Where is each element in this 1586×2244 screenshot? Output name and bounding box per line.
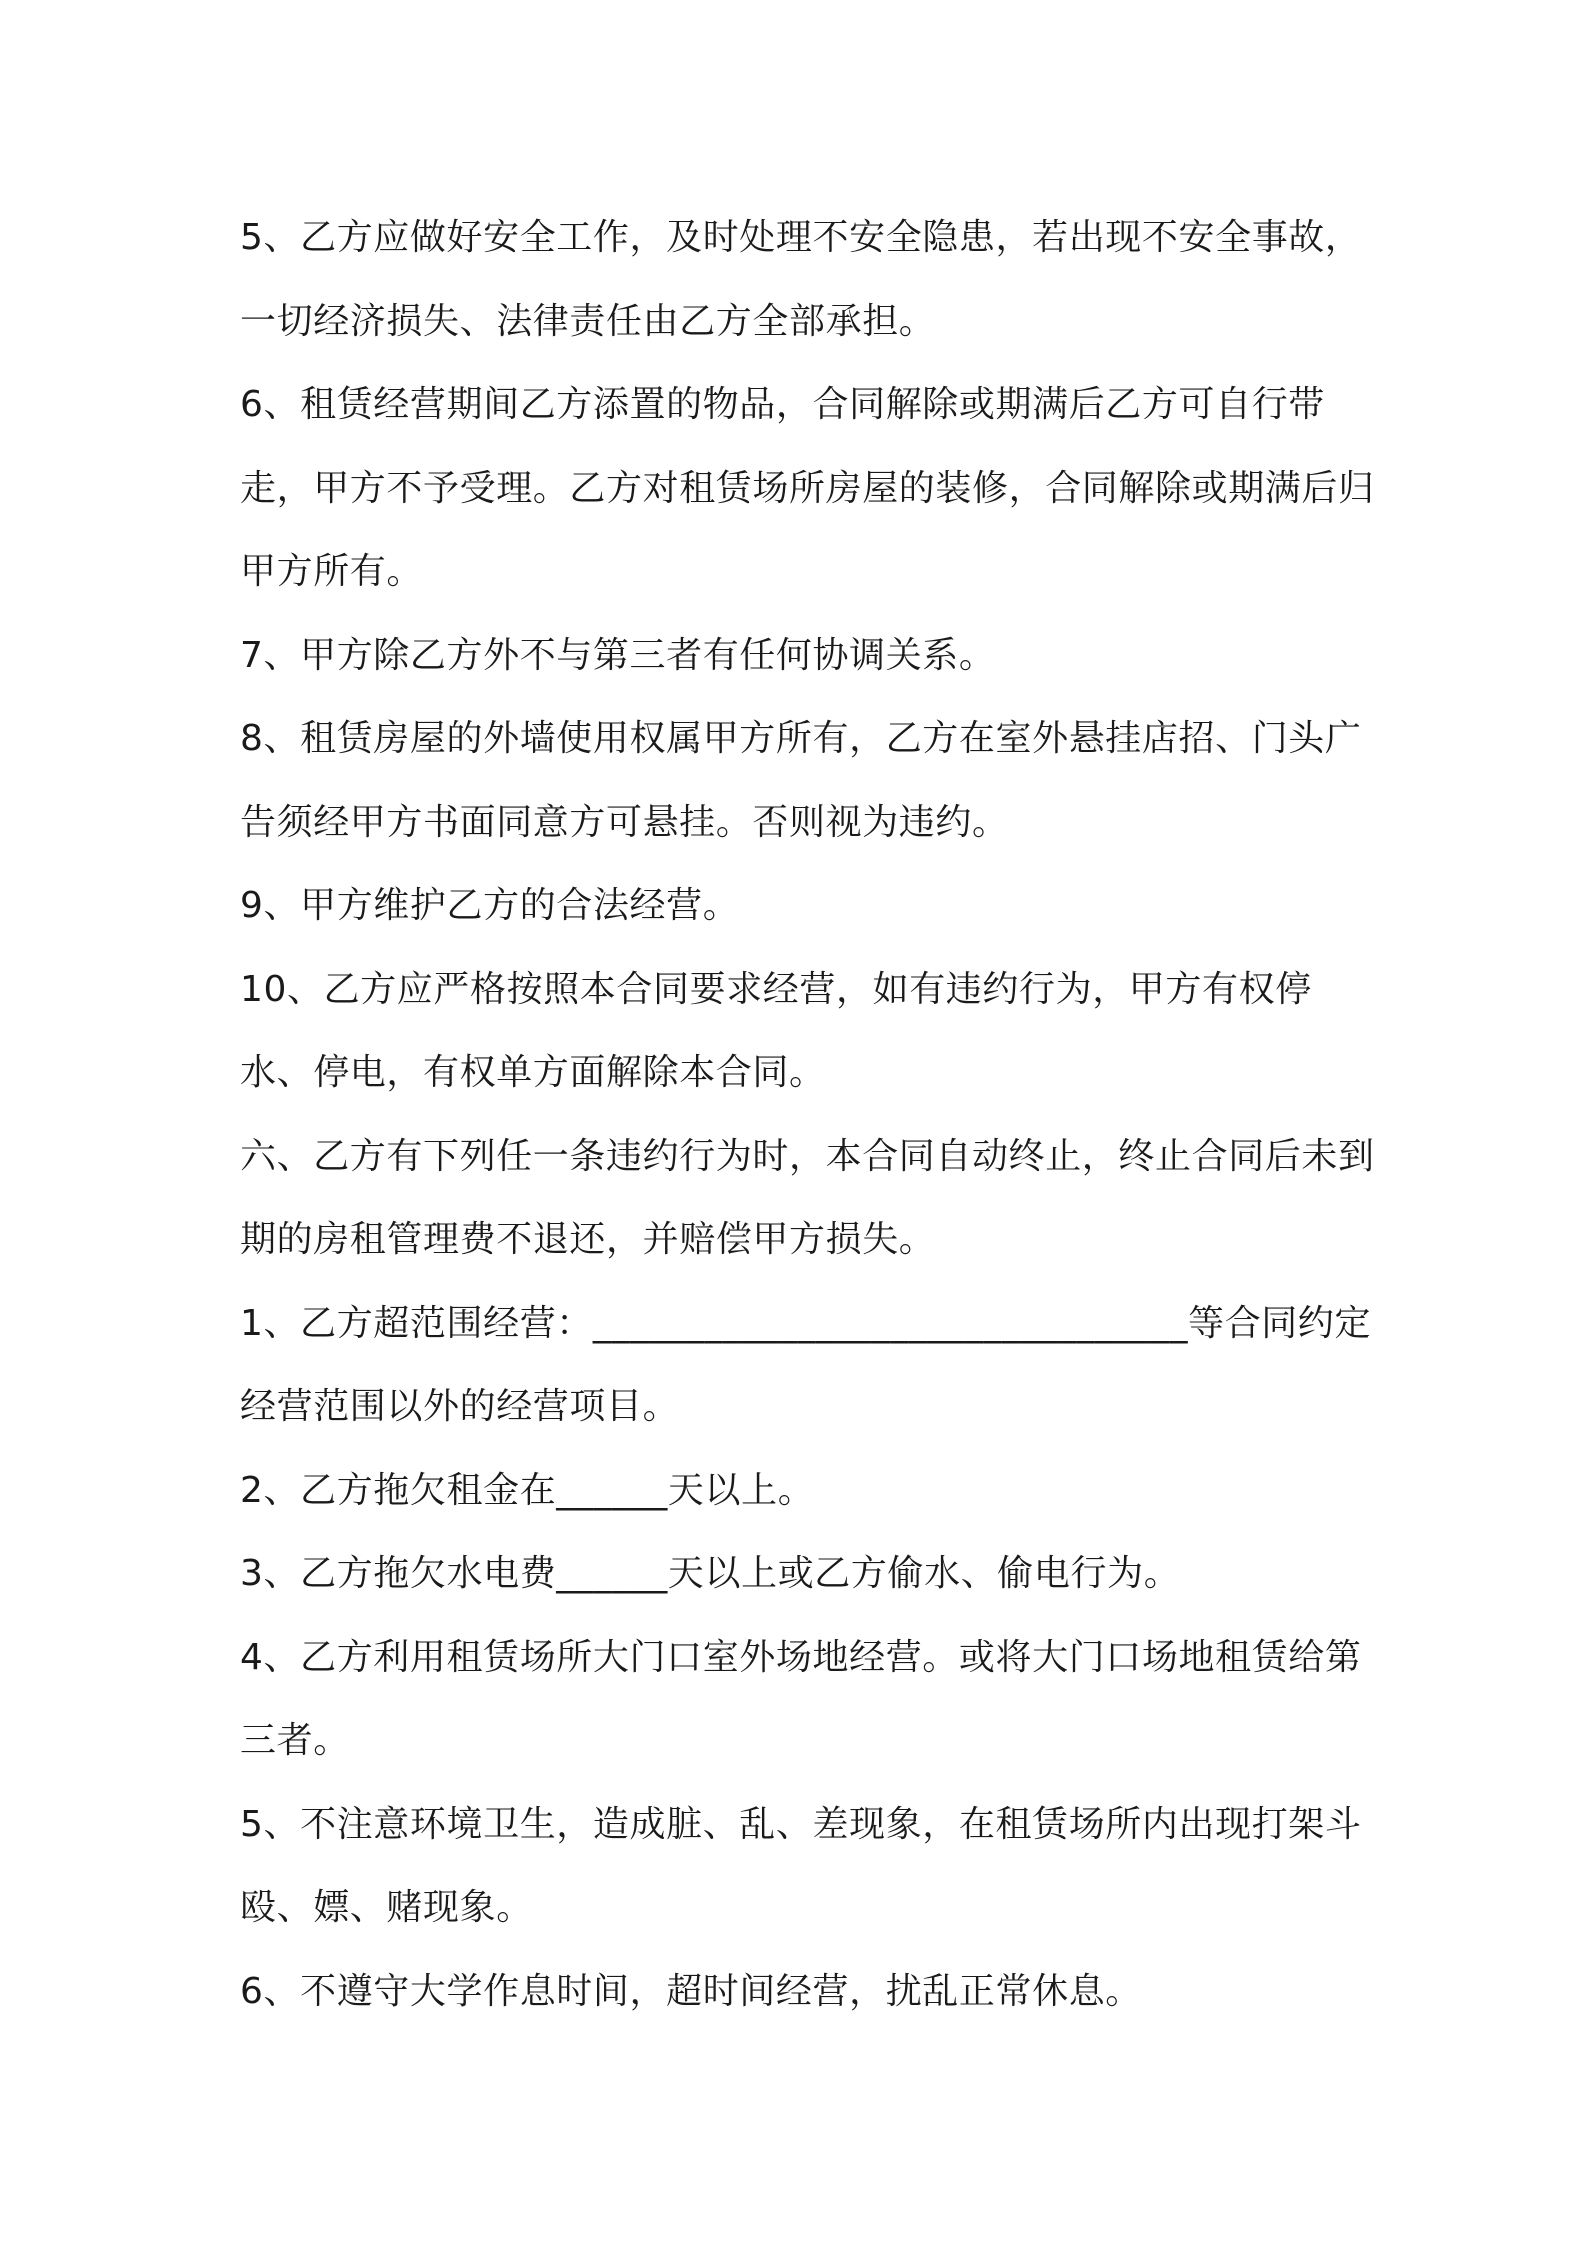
clause-10-compliance: 10、乙方应严格按照本合同要求经营，如有违约行为，甲方有权停水、停电，有权单方面解除本合同。 [240,968,1312,1093]
section-6-termination: 六、乙方有下列任一条违约行为时，本合同自动终止，终止合同后未到期的房租管理费不退还，并赔偿甲方损失。 [240,1135,1375,1260]
violation-4-gate-area: 4、乙方利用租赁场所大门口室外场地经营。或将大门口场地租赁给第三者。 [240,1636,1362,1761]
clause-8-exterior-wall: 8、租赁房屋的外墙使用权属甲方所有，乙方在室外悬挂店招、门头广告须经甲方书面同意方可悬挂。否则视为违约。 [240,718,1362,843]
violation-1-scope: 1、乙方超范围经营：________________________________等合同约定经营范围以外的经营项目。 [240,1302,1372,1427]
violation-3-utility-arrears: 3、乙方拖欠水电费______天以上或乙方偷水、偷电行为。 [240,1553,1181,1594]
clause-9-legal-operation: 9、甲方维护乙方的合法经营。 [240,885,740,926]
violation-5-hygiene: 5、不注意环境卫生，造成脏、乱、差现象，在租赁场所内出现打架斗殴、嫖、赌现象。 [240,1803,1362,1928]
violation-2-rent-arrears: 2、乙方拖欠租金在______天以上。 [240,1469,815,1511]
violation-6-schedule: 6、不遵守大学作息时间，超时间经营，扰乱正常休息。 [240,1970,1142,2012]
clause-7-third-party: 7、甲方除乙方外不与第三者有任何协调关系。 [240,634,996,676]
clause-6-items: 6、租赁经营期间乙方添置的物品，合同解除或期满后乙方可自行带走，甲方不予受理。乙方对租赁场所房屋的装修，合同解除或期满后归甲方所有。 [240,384,1375,592]
clause-5-safety: 5、乙方应做好安全工作，及时处理不安全隐患，若出现不安全事故，一切经济损失、法律责任由乙方全部承担。 [240,217,1362,342]
